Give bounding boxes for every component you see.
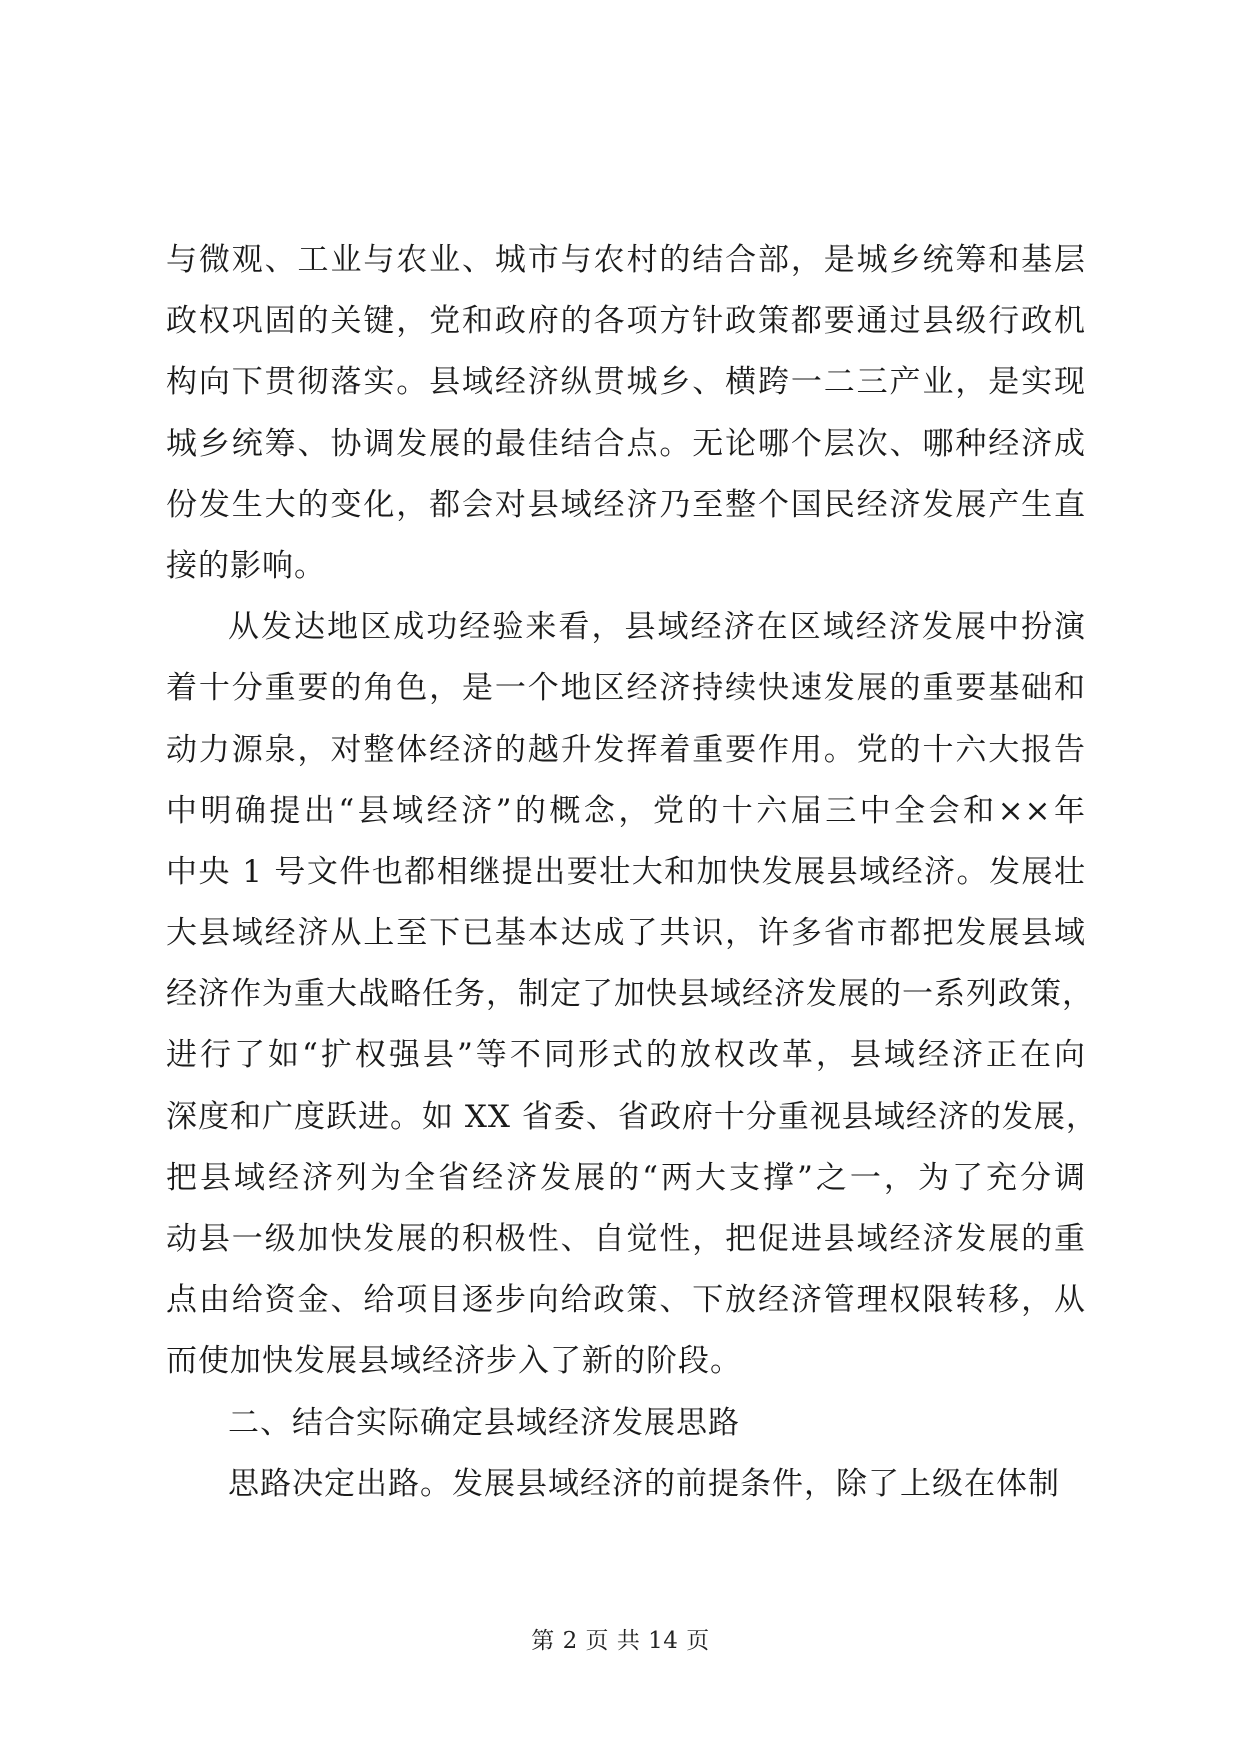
page-footer: 第 2 页 共 14 页 bbox=[531, 1628, 710, 1654]
text-line: 进行了如“扩权强县”等不同形式的放权改革，县域经济正在向 bbox=[166, 1037, 1086, 1074]
paragraph bbox=[166, 230, 1086, 597]
text-line: 大县域经济从上至下已基本达成了共识，许多省市都把发展县域 bbox=[166, 915, 1086, 952]
text-line: 思路决定出路。发展县域经济的前提条件，除了上级在体制 bbox=[228, 1465, 1060, 1502]
paragraph bbox=[166, 1454, 1086, 1515]
paragraph bbox=[166, 597, 1098, 1392]
text-line: 政权巩固的关键，党和政府的各项方针政策都要通过县级行政机 bbox=[166, 303, 1086, 340]
document-body bbox=[166, 230, 1098, 1515]
text-line: 城乡统筹、协调发展的最佳结合点。无论哪个层次、哪种经济成 bbox=[166, 425, 1086, 462]
text-line: 二、结合实际确定县域经济发展思路 bbox=[228, 1404, 740, 1441]
text-line: 中明确提出“县域经济”的概念，党的十六届三中全会和××年 bbox=[166, 792, 1086, 829]
text-line: 动力源泉，对整体经济的越升发挥着重要作用。党的十六大报告 bbox=[166, 731, 1086, 768]
text-line: 着十分重要的角色，是一个地区经济持续快速发展的重要基础和 bbox=[166, 670, 1086, 707]
text-line: 从发达地区成功经验来看，县域经济在区域经济发展中扮演 bbox=[228, 609, 1086, 646]
text-line: 份发生大的变化，都会对县域经济乃至整个国民经济发展产生直 bbox=[166, 486, 1086, 523]
text-line: 接的影响。 bbox=[166, 547, 326, 584]
text-line: 中央 1 号文件也都相继提出要壮大和加快发展县域经济。发展壮 bbox=[166, 853, 1086, 890]
text-line: 把县域经济列为全省经济发展的“两大支撑”之一，为了充分调 bbox=[166, 1159, 1086, 1196]
text-line: 构向下贯彻落实。县域经济纵贯城乡、横跨一二三产业，是实现 bbox=[166, 364, 1086, 401]
text-line: 与微观、工业与农业、城市与农村的结合部，是城乡统筹和基层 bbox=[166, 242, 1086, 278]
text-line: 动县一级加快发展的积极性、自觉性，把促进县域经济发展的重 bbox=[166, 1221, 1086, 1257]
text-line: 经济作为重大战略任务，制定了加快县域经济发展的一系列政策， bbox=[166, 976, 1094, 1013]
text-line: 深度和广度跃进。如 XX 省委、省政府十分重视县域经济的发展， bbox=[166, 1098, 1098, 1135]
paragraph bbox=[166, 1393, 1086, 1454]
text-line: 点由给资金、给项目逐步向给政策、下放经济管理权限转移，从 bbox=[166, 1282, 1086, 1319]
text-line: 而使加快发展县域经济步入了新的阶段。 bbox=[166, 1343, 742, 1380]
